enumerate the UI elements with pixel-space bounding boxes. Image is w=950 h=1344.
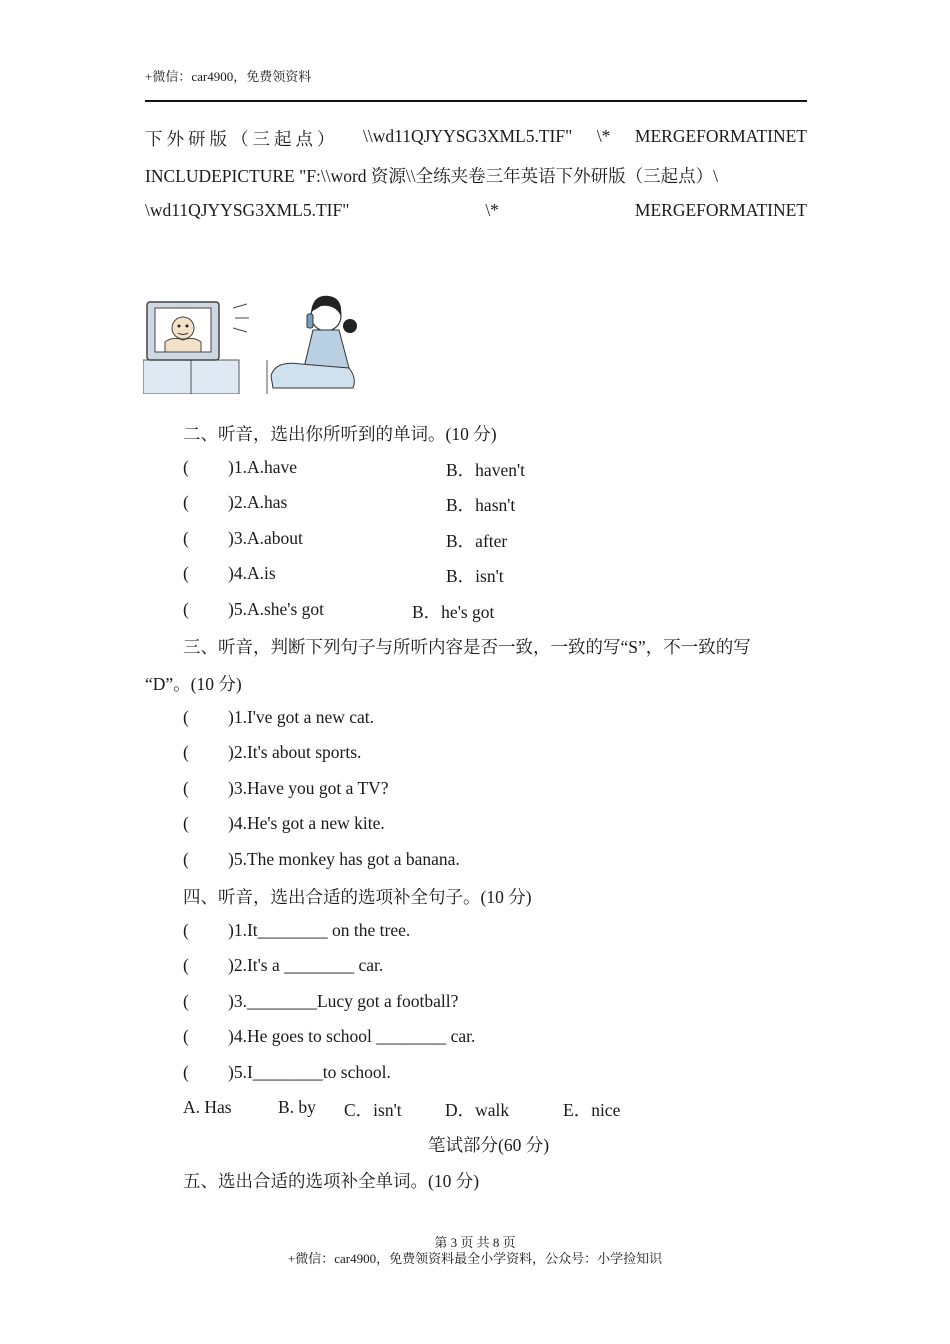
sentence: )1.It________ on the tree.: [228, 920, 411, 940]
section-3-item: [183, 707, 374, 728]
section-2-item: [183, 599, 324, 620]
field-code-text: 下外研版（三起点）: [145, 129, 339, 149]
sofa-icon: [271, 363, 354, 388]
sentence: )4.He's got a new kite.: [228, 813, 385, 833]
field-code-line-3: [145, 200, 807, 221]
option-a: )2.A.has: [228, 492, 288, 512]
section-3-item: [183, 813, 385, 834]
option-a: )3.A.about: [228, 528, 303, 548]
option-b: B．after: [446, 531, 508, 551]
sentence: )2.It's a ________ car.: [228, 955, 384, 975]
answer-paren: (: [183, 599, 189, 619]
phone-icon: [307, 314, 313, 328]
header-divider: [145, 100, 807, 102]
section-4-item: [183, 991, 458, 1012]
footer-note: +微信：car4900，免费领资料最全小学资料，公众号：小学捡知识: [287, 1251, 663, 1266]
answer-paren: (: [183, 1026, 189, 1046]
field-code-text: MERGEFORMATINET: [634, 200, 807, 220]
section-3-item: [183, 778, 389, 799]
option-choice: E．nice: [563, 1100, 621, 1120]
answer-paren: (: [183, 849, 189, 869]
illustration-tv-and-girl: [143, 282, 369, 394]
option-b: B．haven't: [446, 460, 525, 480]
section-4-item: [183, 920, 410, 941]
section-4-item: [183, 1026, 475, 1047]
sentence: )3.________Lucy got a football?: [228, 991, 459, 1011]
field-code-text: \\wd11QJYYSG3XML5.TIF": [363, 126, 573, 146]
section-2-item: [183, 457, 297, 478]
field-code-text: \*: [596, 126, 611, 146]
option-choice: D．walk: [445, 1100, 510, 1120]
section-4-item: [183, 1062, 391, 1083]
option-a: )5.A.she's got: [228, 599, 324, 619]
section-2-title: 二、听音，选出你所听到的单词。(10 分): [183, 424, 497, 444]
section-5-title: 五、选出合适的选项补全单词。(10 分): [183, 1171, 480, 1191]
section-2-item: [183, 528, 303, 549]
option-choice: C．isn't: [344, 1100, 402, 1120]
sentence: )2.It's about sports.: [228, 742, 362, 762]
field-code-line-1: [145, 126, 807, 151]
sentence: )5.I________to school.: [228, 1062, 391, 1082]
section-3-item: [183, 849, 460, 870]
option-a: )1.A.have: [228, 457, 298, 477]
field-code-text: \*: [485, 200, 499, 220]
answer-paren: (: [183, 742, 189, 762]
section-2-item: [183, 492, 287, 513]
section-3-item: [183, 742, 361, 763]
answer-paren: (: [183, 920, 189, 940]
field-code-text: \wd11QJYYSG3XML5.TIF": [145, 200, 350, 220]
option-b: B．he's got: [412, 602, 495, 622]
field-code-line-2: INCLUDEPICTURE "F:\\word 资源\\全练夹卷三年英语下外研版（三起点）\: [145, 166, 718, 186]
section-2-item: [183, 563, 276, 584]
option-b: B．hasn't: [446, 495, 516, 515]
answer-paren: (: [183, 955, 189, 975]
field-code-text: MERGEFORMATINET: [634, 126, 807, 146]
section-4-item: [183, 955, 383, 976]
monkey-icon: [172, 317, 194, 339]
answer-paren: (: [183, 457, 189, 477]
answer-paren: (: [183, 707, 189, 727]
section-4-title: 四、听音，选出合适的选项补全句子。(10 分): [183, 887, 532, 907]
written-part-title: 笔试部分(60 分): [428, 1135, 550, 1155]
sentence: )4.He goes to school ________ car.: [228, 1026, 476, 1046]
section-3-title: 三、听音，判断下列句子与所听内容是否一致，一致的写“S”，不一致的写: [183, 637, 751, 657]
answer-paren: (: [183, 813, 189, 833]
sentence: )3.Have you got a TV?: [228, 778, 389, 798]
section-3-title-cont: “D”。(10 分): [145, 674, 242, 694]
answer-paren: (: [183, 1062, 189, 1082]
answer-paren: (: [183, 563, 189, 583]
answer-paren: (: [183, 528, 189, 548]
answer-paren: (: [183, 492, 189, 512]
option-choice: B. by: [278, 1097, 316, 1117]
option-a: )4.A.is: [228, 563, 276, 583]
option-b: B．isn't: [446, 566, 504, 586]
header-note: +微信：car4900，免费领资料: [145, 69, 312, 84]
sentence: )1.I've got a new cat.: [228, 707, 375, 727]
page-number: 第 3 页 共 8 页: [434, 1235, 516, 1250]
sentence: )5.The monkey has got a banana.: [228, 849, 460, 869]
answer-paren: (: [183, 991, 189, 1011]
option-choice: A. Has: [183, 1097, 232, 1117]
answer-paren: (: [183, 778, 189, 798]
